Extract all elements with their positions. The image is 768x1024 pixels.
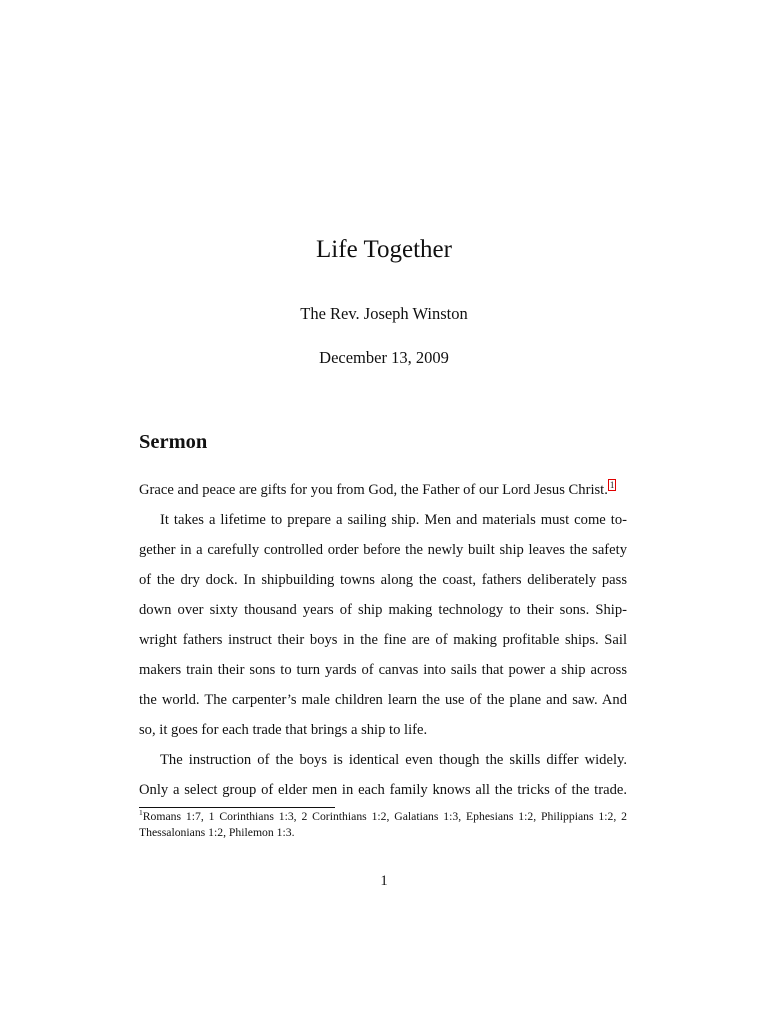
paragraph-1-line: so, it goes for each trade that brings a ship to life. [139,722,428,738]
footnote-text: Romans 1:7, 1 Corinthians 1:3, 2 Corinthians 1:2, Galatians 1:3, Ephesians 1:2, Philippians 1:2, 2 Thessalonians 1:2, Philemon 1:3. [139,810,627,839]
paragraph-2-line: The instruction of the boys is identical even though the skills differ widely. [160,752,627,768]
body-text [139,475,627,805]
document-date: December 13, 2009 [319,348,449,367]
document-title: Life Together [316,236,452,263]
footnote-reference-link[interactable]: 1 [609,480,615,491]
section-heading: Sermon [139,431,208,453]
greeting-text: Grace and peace are gifts for you from God, the Father of our Lord Jesus Christ. [139,482,608,498]
paragraph-1-line: wright fathers instruct their boys in the fine are of making profitable ships. Sail [139,632,627,648]
greeting-paragraph [139,475,627,505]
footnote [139,809,627,841]
paragraph-1 [139,505,627,745]
paragraph-2-line: Only a select group of elder men in each family knows all the tricks of the trade. [139,782,627,798]
footnote-rule [139,807,335,808]
paragraph-1-line: makers train their sons to turn yards of canvas into sails that power a ship across [139,662,627,678]
page-number: 1 [380,873,388,889]
paragraph-1-line: gether in a carefully controlled order before the newly built ship leaves the safety [139,542,627,558]
paragraph-1-line: the world. The carpenter’s male children learn the use of the plane and saw. And [139,692,627,708]
footnote-mark: 1 [139,808,143,818]
paragraph-1-line: down over sixty thousand years of ship making technology to their sons. Ship- [139,602,627,618]
paragraph-2 [139,745,627,805]
paragraph-1-line: of the dry dock. In shipbuilding towns along the coast, fathers deliberately pass [139,572,627,588]
document-author: The Rev. Joseph Winston [300,304,468,323]
paragraph-1-line: It takes a lifetime to prepare a sailing ship. Men and materials must come to- [160,512,627,528]
